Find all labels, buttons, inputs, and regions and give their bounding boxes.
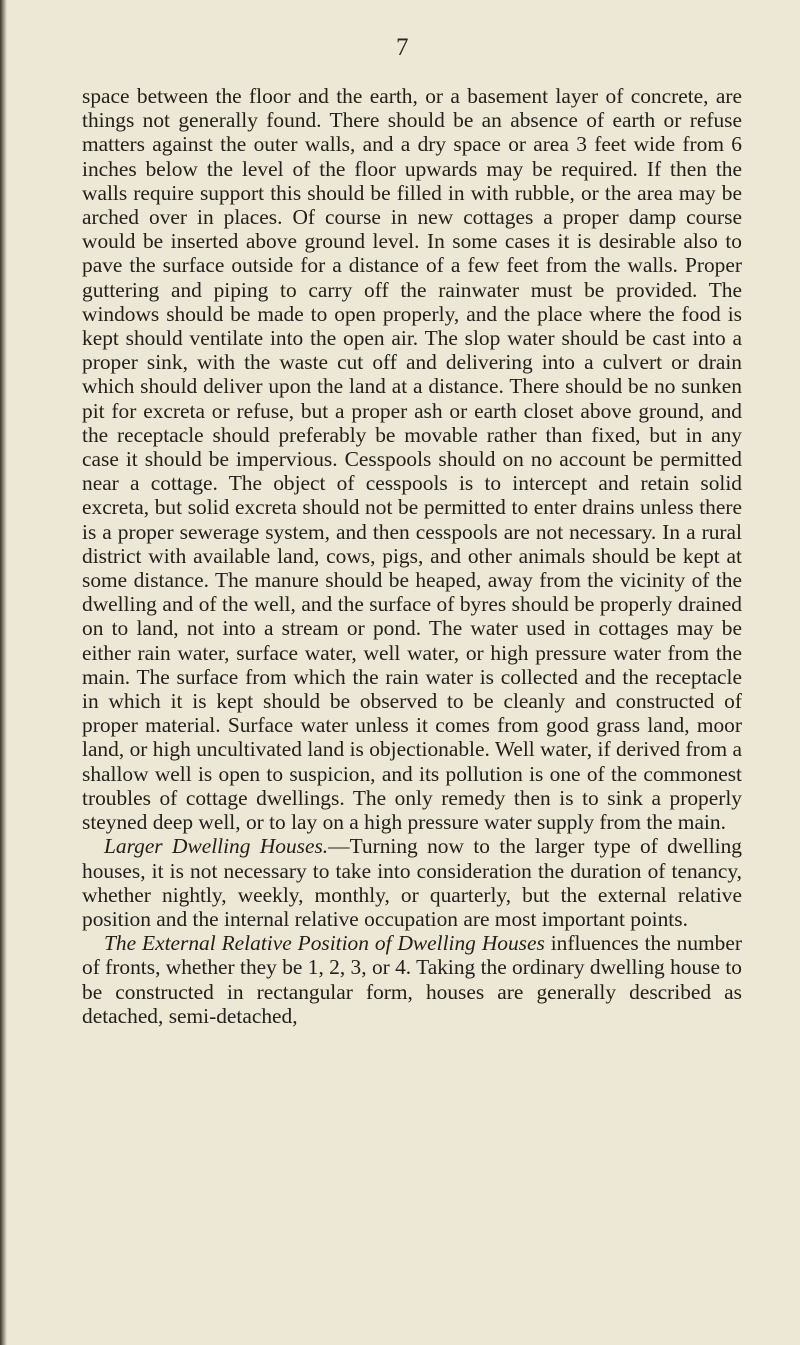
paragraph-2 — [82, 834, 742, 931]
page-number: 7 — [396, 34, 409, 61]
paragraph-2-heading: Larger Dwelling Houses. — [104, 834, 329, 859]
paragraph-2-text: —Turning now to the larger type of dwelling houses, it is not necessary to take into consideration the duration of tenancy, whether nightly, weekly, monthly, or quarterly, but the external relative position and the internal relative occupation are most important points. — [82, 834, 742, 931]
paragraph-3 — [82, 931, 742, 1028]
paragraph-3-text: influences the number of fronts, whether they be 1, 2, 3, or 4. Taking the ordinary dwelling house to be constructed in rectangular form, houses are generally described as detached, semi-detached, — [82, 931, 742, 1028]
body-text — [82, 84, 742, 1028]
paragraph-3-heading: The External Relative Position of Dwelling Houses — [104, 931, 545, 956]
paragraph-1 — [82, 84, 742, 834]
binding-shadow — [0, 0, 7, 1345]
paragraph-1-text: space between the floor and the earth, or a basement layer of concrete, are things not generally found. There should be an absence of earth or refuse matters against the outer walls, and a dry space or area 3 feet wide from 6 inches below the level of the floor upwards may be required. If then the walls require support this should be filled in with rubble, or the area may be arched over in places. Of course in new cottages a proper damp course would be inserted above ground level. In some cases it is desirable also to pave the surface outside for a distance of a few feet from the walls. Proper guttering and piping to carry off the rainwater must be provided. The windows should be made to open properly, and the place where the food is kept should ventilate into the open air. The slop water should be cast into a proper sink, with the waste cut off and delivering into a culvert or drain which should deliver upon the land at a distance. There should be no sunken pit for excreta or refuse, but a proper ash or earth closet above ground, and the receptacle should preferably be movable rather than fixed, but in any case it should be impervious. Cesspools should on no account be permitted near a cottage. The object of cesspools is to intercept and retain solid excreta, but solid excreta should not be permitted to enter drains unless there is a proper sewerage system, and then cesspools are not necessary. In a rural district with available land, cows, pigs, and other animals should be kept at some distance. The manure should be heaped, away from the vicinity of the dwelling and of the well, and the surface of byres should be properly drained on to land, not into a stream or pond. The water used in cottages may be either rain water, surface water, well water, or high pressure water from the main. The surface from which the rain water is collected and the receptacle in which it is kept should be observed to be cleanly and constructed of proper material. Surface water unless it comes from good grass land, moor land, or high uncultivated land is objectionable. Well water, if derived from a shallow well is open to suspicion, and its pollution is one of the commonest troubles of cottage dwellings. The only remedy then is to sink a properly steyned deep well, or to lay on a high pressure water supply from the main. — [82, 84, 742, 835]
